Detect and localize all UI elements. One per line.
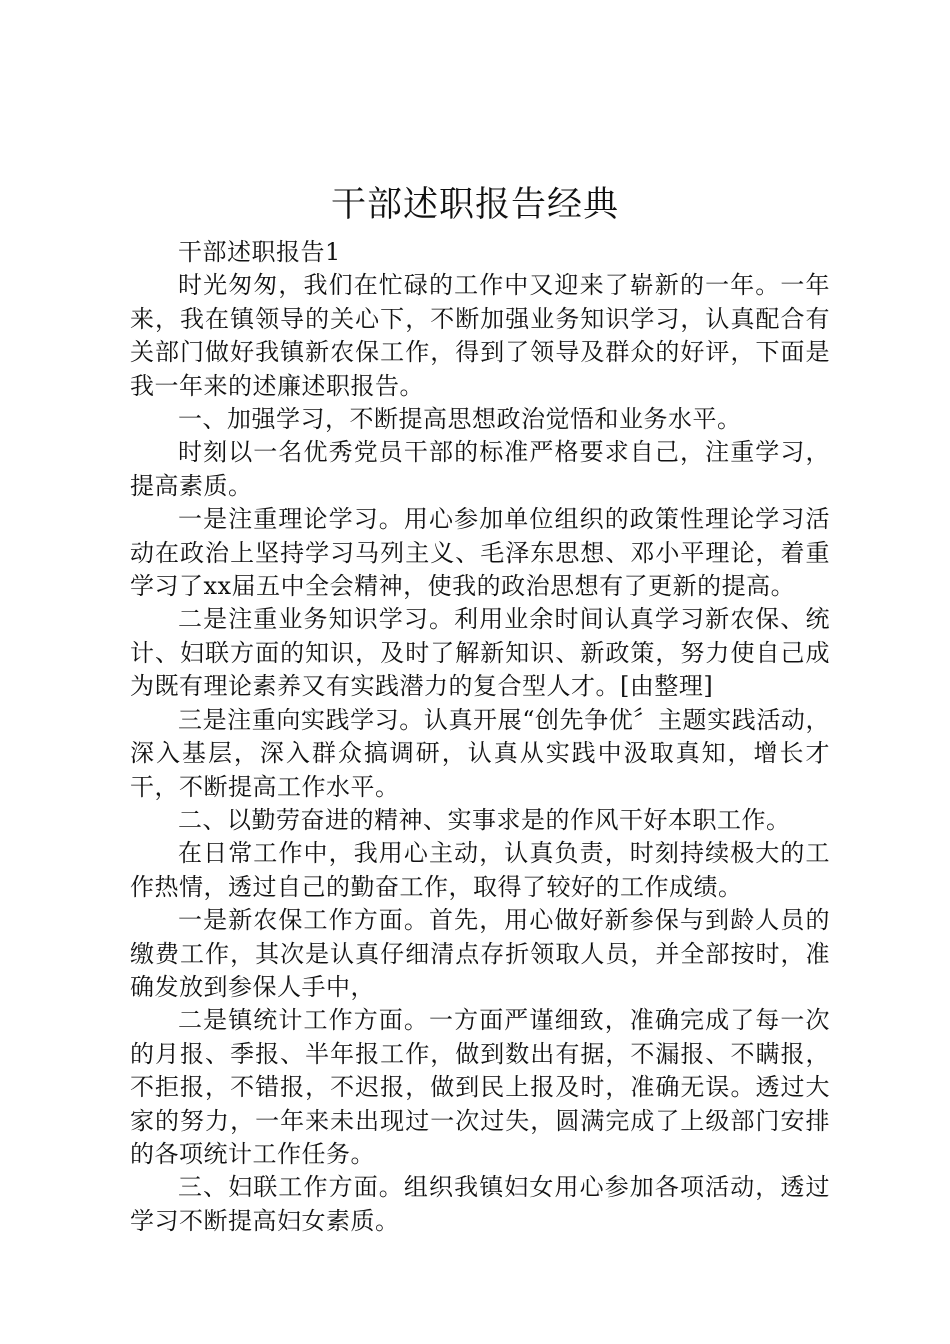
document-body [130,236,830,1238]
paragraph-study-standard: 时刻以一名优秀党员干部的标准严格要求自己，注重学习，提高素质。 [130,438,830,500]
paragraph-rural-insurance: 一是新农保工作方面。首先，用心做好新参保与到龄人员的缴费工作，其次是认真仔细清点存折领取人员，并全部按时，准确发放到参保人手中， [130,906,830,1001]
intro-paragraph: 时光匆匆，我们在忙碌的工作中又迎来了崭新的一年。一年来，我在镇领导的关心下，不断加强业务知识学习，认真配合有关部门做好我镇新农保工作，得到了领导及群众的好评，下面是我一年来的述廉述职报告。 [130,271,830,400]
paragraph-theory-study: 一是注重理论学习。用心参加单位组织的政策性理论学习活动在政治上坚持学习马列主义、毛泽东思想、邓小平理论，着重学习了xx届五中全会精神，使我的政治思想有了更新的提高。 [130,505,830,601]
section-heading-womens-federation: 三、妇联工作方面。组织我镇妇女用心参加各项活动，透过学习不断提高妇女素质。 [130,1173,830,1235]
report-heading: 干部述职报告1 [178,238,341,266]
paragraph-business-study: 二是注重业务知识学习。利用业余时间认真学习新农保、统计、妇联方面的知识，及时了解新知识、新政策，努力使自己成为既有理论素养又有实践潜力的复合型人才。[由整理] [130,605,830,701]
paragraph-statistics: 二是镇统计工作方面。一方面严谨细致，准确完成了每一次的月报、季报、半年报工作，做到数出有据，不漏报、不瞒报，不拒报，不错报，不迟报，做到民上报及时，准确无误。透过大家的努力，一年来未出现过一次过失，圆满完成了上级部门安排的各项统计工作任务。 [130,1006,830,1168]
section-heading-work: 二、以勤劳奋进的精神、实事求是的作风干好本职工作。 [178,805,791,834]
paragraph-daily-work: 在日常工作中，我用心主动，认真负责，时刻持续极大的工作热情，透过自己的勤奋工作，取得了较好的工作成绩。 [130,839,830,901]
document-title: 干部述职报告经典 [330,185,619,225]
paragraph-practice-study: 三是注重向实践学习。认真开展“创先争优〞主题实践活动，深入基层，深入群众搞调研，认真从实践中汲取真知，增长才干，不断提高工作水平。 [130,705,830,801]
section-heading-study: 一、加强学习，不断提高思想政治觉悟和业务水平。 [178,405,742,434]
